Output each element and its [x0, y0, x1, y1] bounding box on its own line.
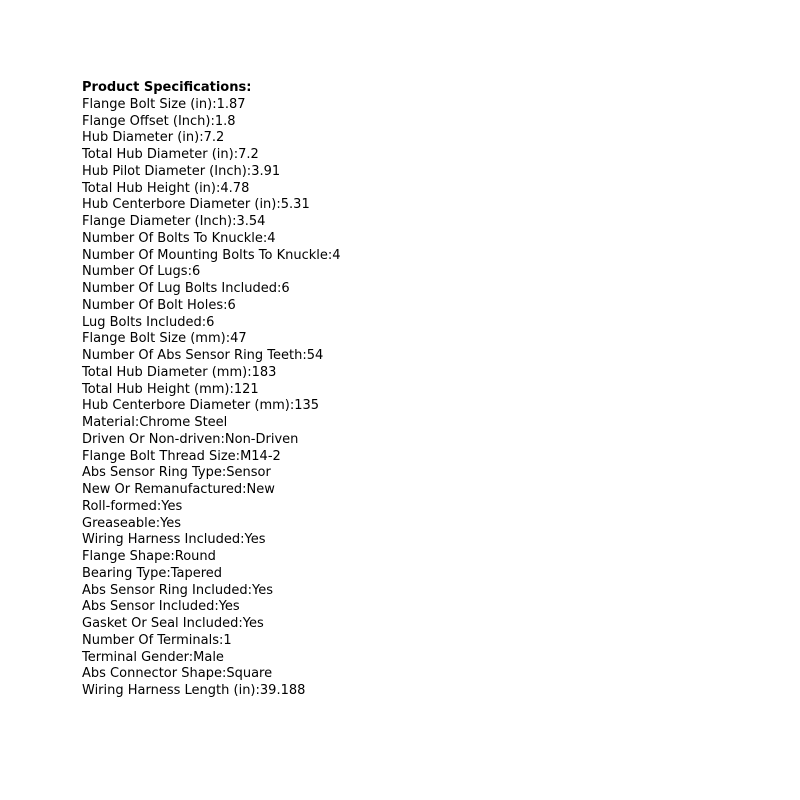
spec-value: Yes — [218, 599, 240, 615]
spec-label: Flange Bolt Size (mm) — [82, 331, 226, 347]
spec-item — [82, 214, 762, 231]
spec-label: Flange Bolt Size (in) — [82, 96, 213, 112]
spec-separator: : — [134, 415, 140, 430]
spec-value: 39.188 — [259, 683, 306, 698]
spec-label: Lug Bolts Included — [82, 314, 202, 330]
spec-item — [82, 130, 762, 147]
spec-label: Number Of Mounting Bolts To Knuckle — [82, 247, 328, 263]
spec-item — [82, 432, 762, 449]
spec-value: 4.78 — [220, 180, 250, 196]
spec-separator: : — [255, 683, 260, 698]
spec-label: Material — [82, 415, 135, 430]
spec-label: New Or Remanufactured — [82, 482, 243, 497]
spec-item — [82, 331, 762, 348]
spec-item — [82, 499, 762, 516]
spec-value: Male — [193, 649, 224, 665]
spec-separator: : — [247, 364, 252, 380]
spec-label: Total Hub Diameter (in) — [82, 147, 234, 162]
spec-value: M14-2 — [240, 448, 281, 464]
spec-sheet — [82, 80, 762, 700]
spec-separator: : — [223, 297, 228, 313]
spec-separator: : — [221, 465, 227, 481]
spec-separator: : — [247, 582, 252, 598]
spec-label: Terminal Gender — [82, 649, 189, 665]
spec-list — [82, 97, 762, 700]
spec-separator: : — [276, 197, 281, 213]
spec-label: Wiring Harness Length (in) — [82, 683, 256, 698]
spec-label: Total Hub Height (in) — [82, 180, 216, 196]
spec-item — [82, 231, 762, 248]
spec-value: 6 — [206, 314, 215, 330]
spec-label: Number Of Bolts To Knuckle — [82, 230, 263, 246]
spec-label: Bearing Type — [82, 565, 167, 581]
spec-label: Hub Centerbore Diameter (mm) — [82, 398, 290, 414]
spec-item — [82, 599, 762, 616]
spec-item — [82, 465, 762, 482]
spec-label: Abs Sensor Ring Included — [82, 582, 248, 598]
spec-label: Gasket Or Seal Included — [82, 616, 239, 631]
spec-value: 121 — [233, 381, 259, 397]
spec-label: Greaseable — [82, 515, 156, 531]
spec-value: 183 — [251, 364, 277, 380]
spec-label: Number Of Lug Bolts Included — [82, 281, 277, 296]
spec-separator: : — [156, 498, 162, 514]
spec-label: Hub Pilot Diameter (Inch) — [82, 163, 247, 179]
spec-value: 1.87 — [216, 96, 246, 112]
spec-label: Flange Offset (Inch) — [82, 113, 211, 129]
spec-separator: : — [235, 448, 241, 464]
spec-value: Tapered — [170, 565, 223, 581]
spec-value: 6 — [281, 281, 290, 296]
spec-item — [82, 298, 762, 315]
spec-item — [82, 532, 762, 549]
spec-value: Yes — [251, 582, 273, 598]
spec-value: 3.54 — [236, 214, 266, 229]
spec-item — [82, 248, 762, 265]
spec-item — [82, 382, 762, 399]
spec-separator: : — [327, 247, 333, 263]
spec-value: Yes — [161, 498, 183, 514]
spec-value: Square — [226, 666, 273, 682]
spec-item — [82, 264, 762, 281]
spec-item — [82, 281, 762, 298]
spec-item — [82, 516, 762, 533]
spec-label: Wiring Harness Included — [82, 532, 241, 548]
spec-label: Abs Sensor Ring Type — [82, 465, 222, 481]
spec-item — [82, 449, 762, 466]
spec-item — [82, 181, 762, 198]
spec-label: Flange Bolt Thread Size — [82, 448, 236, 464]
spec-value: Yes — [244, 532, 266, 548]
spec-separator: : — [201, 314, 207, 330]
spec-separator: : — [187, 264, 192, 280]
spec-label: Total Hub Height (mm) — [82, 381, 230, 397]
spec-label: Abs Connector Shape — [82, 666, 222, 682]
spec-separator: : — [229, 381, 234, 397]
spec-value: 1.8 — [214, 113, 236, 129]
spec-value: 1 — [223, 632, 232, 648]
spec-value: 7.2 — [238, 147, 259, 162]
spec-value: New — [246, 482, 275, 497]
spec-value: 6 — [227, 297, 236, 313]
spec-item — [82, 164, 762, 181]
spec-item — [82, 348, 762, 365]
spec-item — [82, 683, 762, 700]
spec-separator: : — [238, 616, 243, 631]
spec-label: Hub Diameter (in) — [82, 130, 200, 146]
spec-value: 5.31 — [280, 197, 310, 213]
spec-value: 6 — [191, 264, 201, 280]
spec-value: 54 — [306, 348, 324, 363]
spec-separator: : — [289, 398, 295, 414]
spec-separator: : — [262, 230, 268, 246]
spec-separator: : — [277, 281, 282, 296]
spec-item — [82, 197, 762, 214]
spec-separator: : — [166, 565, 171, 581]
spec-value: 4 — [267, 230, 276, 246]
spec-label: Number Of Abs Sensor Ring Teeth — [82, 348, 303, 363]
spec-value: 7.2 — [203, 130, 225, 146]
spec-item — [82, 666, 762, 683]
spec-item — [82, 415, 762, 432]
spec-item — [82, 147, 762, 164]
spec-item — [82, 114, 762, 131]
spec-label: Flange Shape — [82, 549, 171, 564]
spec-separator: : — [155, 515, 161, 531]
spec-label: Abs Sensor Included — [82, 599, 215, 615]
spec-item — [82, 398, 762, 415]
spec-item — [82, 549, 762, 566]
spec-separator: : — [221, 666, 227, 682]
spec-separator: : — [233, 147, 239, 162]
spec-label: Hub Centerbore Diameter (in) — [82, 197, 277, 213]
spec-label: Number Of Terminals — [82, 632, 220, 648]
spec-separator: : — [240, 532, 245, 548]
spec-separator: : — [219, 632, 224, 648]
spec-label: Number Of Lugs — [82, 264, 188, 280]
spec-separator: : — [302, 348, 307, 363]
spec-separator: : — [216, 180, 221, 196]
spec-heading: Product Specifications: — [82, 80, 252, 95]
spec-value: 47 — [230, 331, 247, 347]
spec-label: Flange Diameter (Inch) — [82, 214, 233, 229]
spec-item — [82, 616, 762, 633]
spec-item — [82, 583, 762, 600]
spec-separator: : — [246, 163, 252, 179]
spec-item — [82, 633, 762, 650]
spec-separator: : — [170, 549, 175, 564]
spec-label: Total Hub Diameter (mm) — [82, 364, 248, 380]
spec-item — [82, 315, 762, 332]
spec-value: 4 — [332, 247, 341, 263]
spec-value: Round — [174, 549, 216, 564]
spec-separator: : — [199, 130, 204, 146]
spec-value: Sensor — [226, 465, 271, 481]
spec-label: Roll-formed — [82, 498, 157, 514]
spec-item — [82, 482, 762, 499]
spec-separator: : — [214, 599, 219, 615]
spec-separator: : — [210, 113, 215, 129]
spec-value: 135 — [294, 398, 320, 414]
spec-item — [82, 365, 762, 382]
spec-label: Driven Or Non-driven — [82, 431, 221, 447]
spec-value: Yes — [242, 616, 264, 631]
spec-item — [82, 97, 762, 114]
spec-value: Chrome Steel — [139, 415, 228, 430]
spec-item — [82, 566, 762, 583]
spec-value: 3.91 — [251, 163, 281, 179]
spec-separator: : — [220, 431, 225, 447]
spec-item — [82, 650, 762, 667]
spec-separator: : — [188, 649, 194, 665]
spec-separator: : — [232, 214, 237, 229]
spec-separator: : — [225, 331, 231, 347]
spec-separator: : — [212, 96, 217, 112]
spec-separator: : — [242, 482, 247, 497]
spec-value: Yes — [160, 515, 182, 531]
spec-value: Non-Driven — [224, 431, 299, 447]
spec-label: Number Of Bolt Holes — [82, 297, 224, 313]
